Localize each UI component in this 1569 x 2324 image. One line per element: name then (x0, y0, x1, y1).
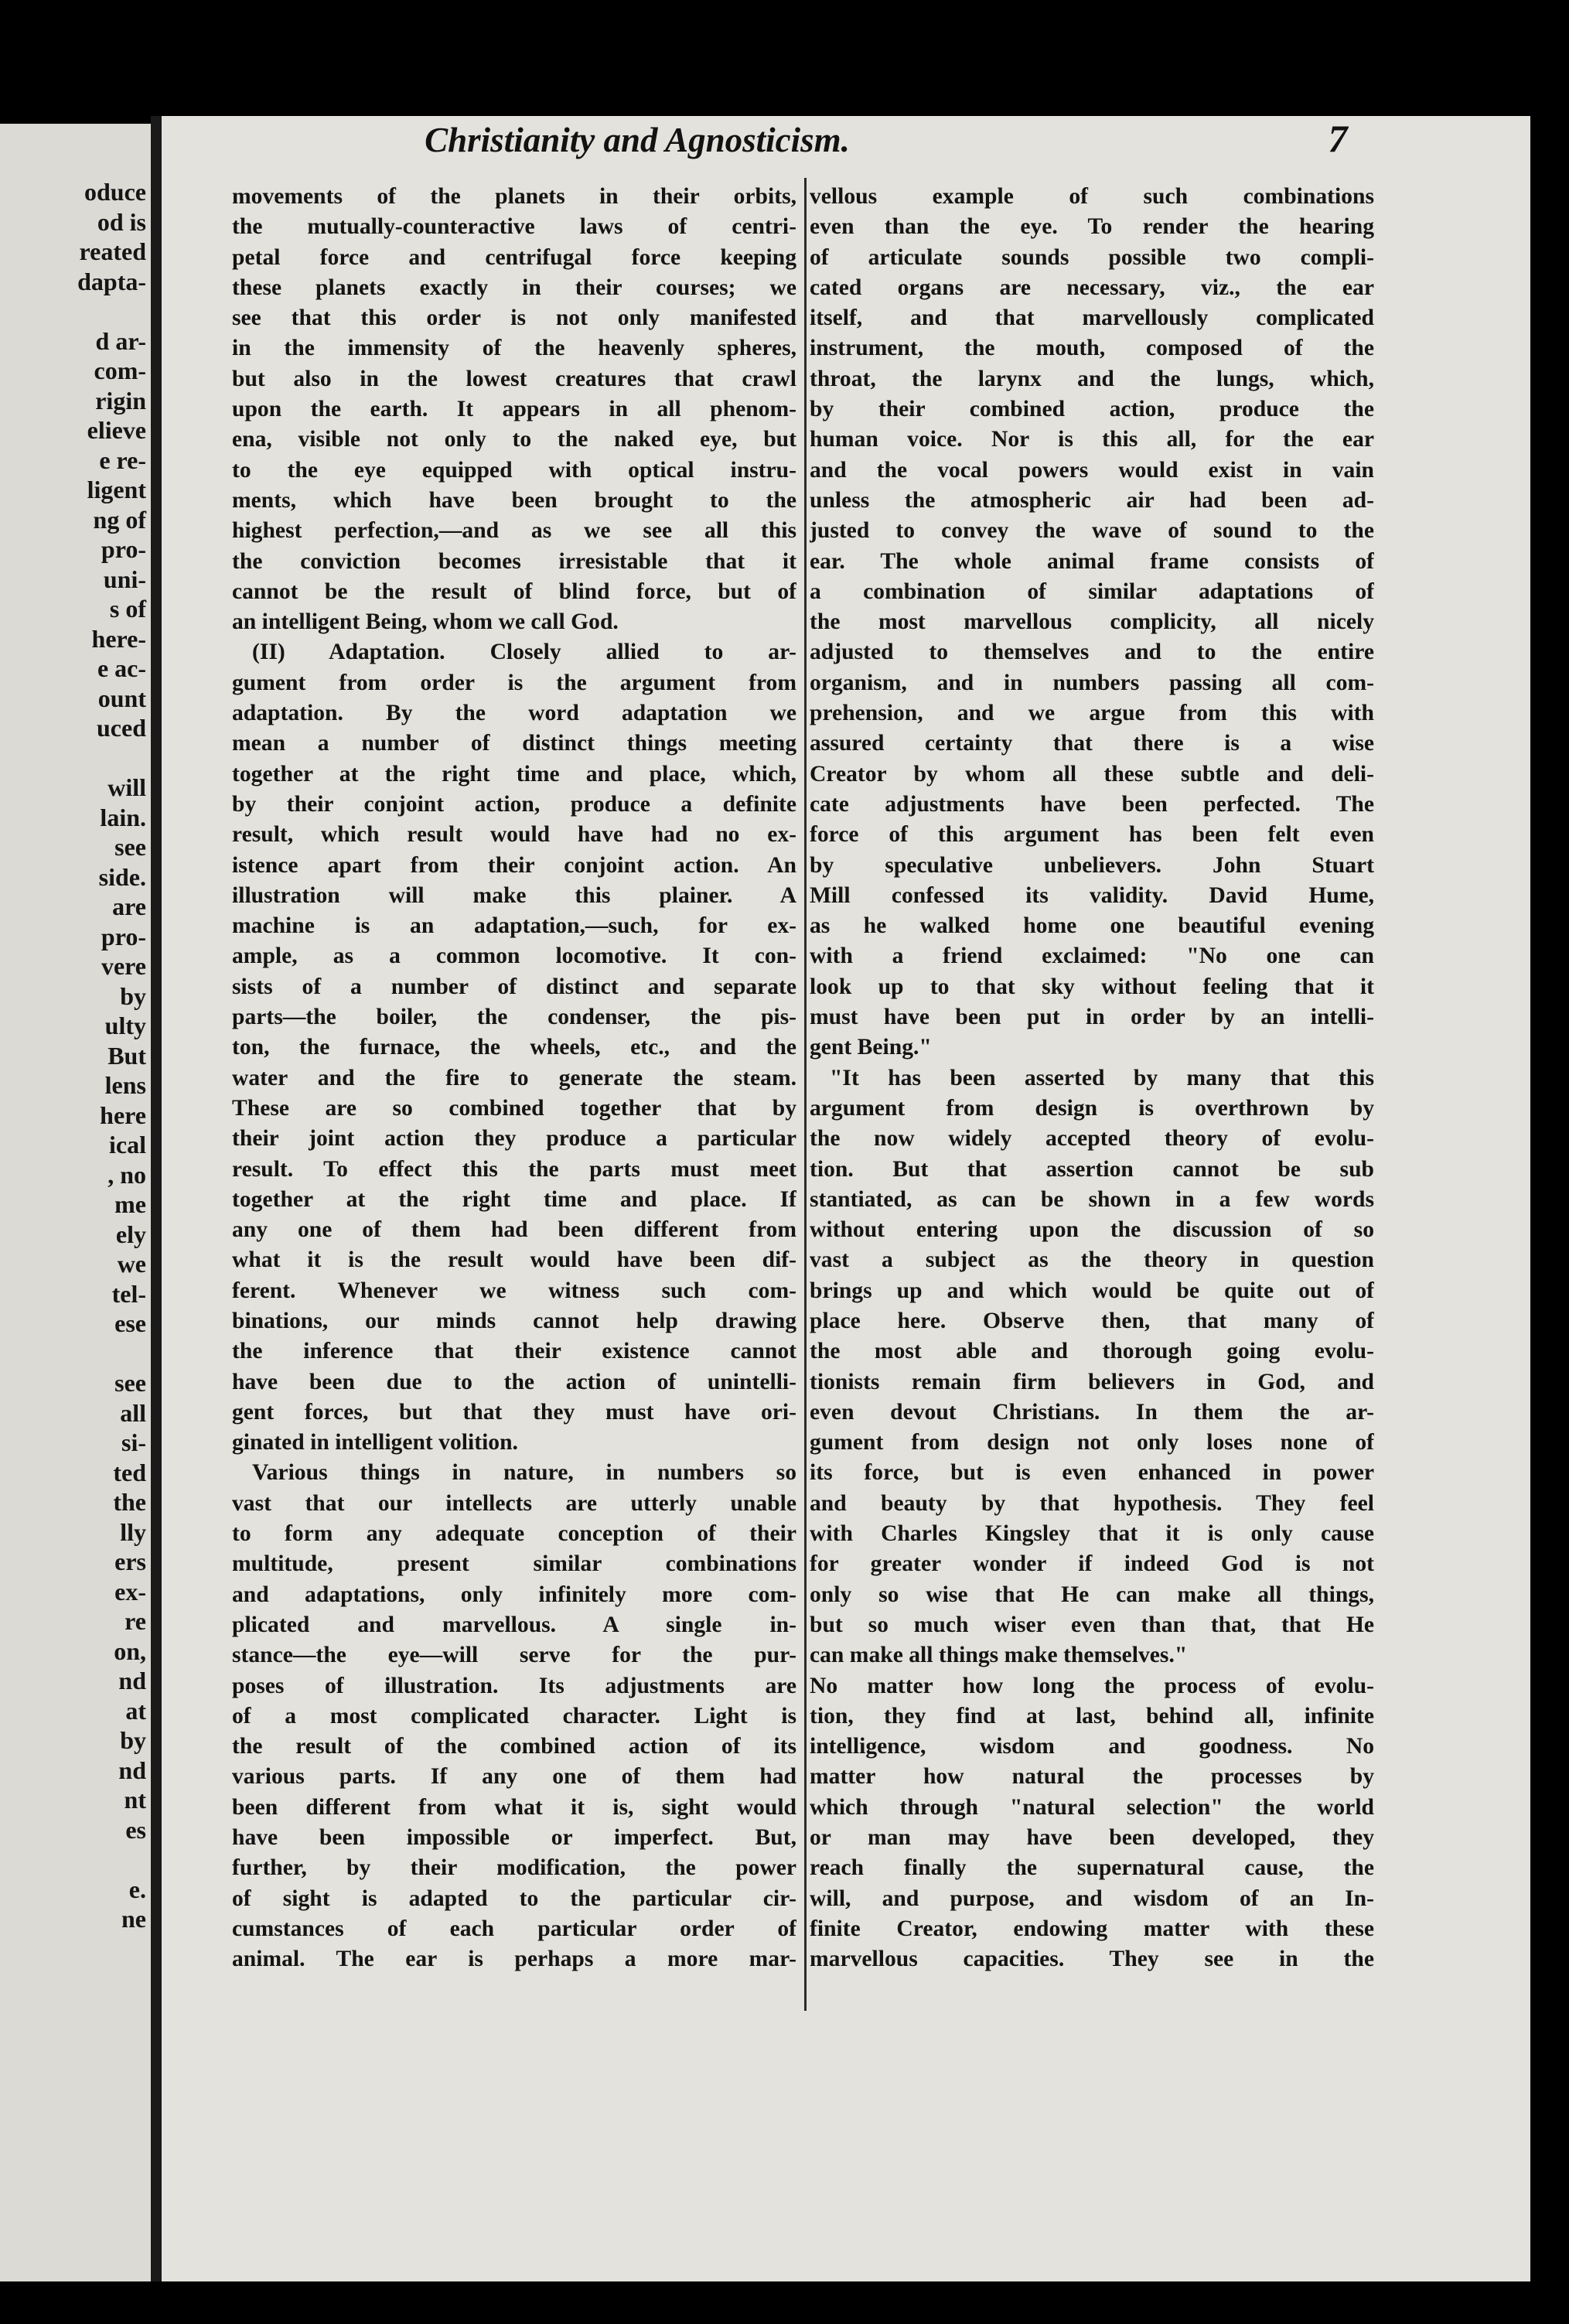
fragment-line: e. (128, 1875, 146, 1903)
text-line: and adaptations, only infinitely more com- (232, 1582, 796, 1607)
fragment-line: ount (97, 684, 146, 712)
fragment-line: pro- (101, 922, 146, 950)
text-line: multitude, present similar combinations (232, 1551, 796, 1577)
text-line: water and the fire to generate the steam. (232, 1065, 796, 1090)
text-line: by their conjoint action, produce a definite (232, 791, 796, 817)
text-line: stance—the eye—will serve for the pur- (232, 1643, 796, 1668)
text-line: itself, and that marvellously complicated (810, 305, 1374, 331)
text-line: as he walked home one beautiful evening (810, 913, 1374, 939)
text-line: look up to that sky without feeling that it (810, 974, 1374, 999)
text-line: instrument, the mouth, composed of the (810, 336, 1374, 361)
text-line: have been due to the action of unintelli- (232, 1369, 796, 1394)
text-line: the most able and thorough going evolu- (810, 1339, 1374, 1364)
fragment-line: d ar- (95, 326, 146, 355)
text-line: the inference that their existence cannot (232, 1339, 796, 1364)
text-line: to form any adequate conception of their (232, 1521, 796, 1547)
text-line: gument from order is the argument from (232, 670, 796, 695)
text-column-right (810, 182, 1374, 2007)
fragment-line: lain. (100, 803, 146, 831)
text-line: various parts. If any one of them had (232, 1764, 796, 1790)
text-line: brings up and which would be quite out of (810, 1278, 1374, 1303)
text-line: vellous example of such combinations (810, 184, 1374, 209)
text-line: unless the atmospheric air had been ad- (810, 487, 1374, 513)
text-line: which through "natural selection" the world (810, 1794, 1374, 1820)
text-line: vast that our intellects are utterly unable (232, 1490, 796, 1516)
fragment-line: e re- (99, 445, 146, 474)
fragment-line: ted (113, 1458, 146, 1486)
running-title: Christianity and Agnosticism. (425, 121, 850, 159)
text-line: tionists remain firm believers in God, and (810, 1369, 1374, 1394)
fragment-line: e ac- (97, 654, 146, 682)
text-line: parts—the boiler, the condenser, the pis- (232, 1005, 796, 1030)
text-line: istence apart from their conjoint action. An (232, 852, 796, 878)
text-line: with a friend exclaimed: "No one can (810, 944, 1374, 969)
text-line: further, by their modification, the power (232, 1855, 796, 1881)
text-line: upon the earth. It appears in all phenom- (232, 397, 796, 422)
fragment-line: But (107, 1041, 146, 1070)
fragment-line: by (120, 1726, 146, 1754)
page-gutter (151, 116, 162, 2281)
text-line: in the immensity of the heavenly spheres, (232, 336, 796, 361)
text-line: result, which result would have had no ex- (232, 822, 796, 848)
text-line: have been impossible or imperfect. But, (232, 1825, 796, 1851)
text-line: and the vocal powers would exist in vain (810, 457, 1374, 483)
text-line: even than the eye. To render the hearing (810, 214, 1374, 240)
text-line: intelligence, wisdom and goodness. No (810, 1734, 1374, 1759)
text-line: by their combined action, produce the (810, 397, 1374, 422)
text-line: of sight is adapted to the particular cir- (232, 1885, 796, 1911)
text-line: but also in the lowest creatures that crawl (232, 366, 796, 391)
text-line: tion. But that assertion cannot be sub (810, 1156, 1374, 1182)
fragment-line: uced (97, 714, 146, 742)
text-line: organism, and in numbers passing all com- (810, 670, 1374, 695)
text-line: the mutually-counteractive laws of centri- (232, 214, 796, 240)
text-line: only so wise that He can make all things, (810, 1582, 1374, 1607)
text-line: plicated and marvellous. A single in- (232, 1612, 796, 1637)
fragment-line: side. (98, 862, 146, 891)
text-line: can make all things make themselves." (810, 1643, 1188, 1668)
text-line: gent forces, but that they must have ori- (232, 1399, 796, 1425)
text-line: been different from what it is, sight would (232, 1794, 796, 1820)
text-line: machine is an adaptation,—such, for ex- (232, 913, 796, 939)
text-line: highest perfection,—and as we see all this (232, 518, 796, 544)
text-line: stantiated, as can be shown in a few words (810, 1186, 1374, 1212)
page-number: 7 (1328, 117, 1348, 160)
fragment-line: uni- (103, 565, 146, 593)
fragment-line: at (125, 1696, 146, 1725)
text-line: by speculative unbelievers. John Stuart (810, 852, 1374, 878)
fragment-line: dapta- (77, 267, 146, 295)
text-line: gent Being." (810, 1035, 932, 1060)
fragment-line: the (113, 1488, 146, 1516)
text-line: marvellous capacities. They see in the (810, 1947, 1374, 1972)
text-line: with Charles Kingsley that it is only cause (810, 1521, 1374, 1547)
text-line: ments, which have been brought to the (232, 487, 796, 513)
text-line: tion, they find at last, behind all, infinite (810, 1703, 1374, 1728)
text-line: poses of illustration. Its adjustments are (232, 1673, 796, 1698)
fragment-line: here (100, 1101, 146, 1129)
text-line: what it is the result would have been dif- (232, 1247, 796, 1273)
column-divider (804, 178, 807, 2011)
text-line: its force, but is even enhanced in power (810, 1460, 1374, 1486)
text-line: binations, our minds cannot help drawing (232, 1308, 796, 1333)
fragment-line: , no (107, 1160, 146, 1189)
fragment-line: by (120, 981, 146, 1010)
text-line: and beauty by that hypothesis. They feel (810, 1490, 1374, 1516)
text-line: or man may have been developed, they (810, 1825, 1374, 1851)
text-line: ginated in intelligent volition. (232, 1430, 518, 1455)
text-line: of a most complicated character. Light is (232, 1703, 796, 1728)
fragment-line: ng of (93, 505, 146, 534)
fragment-line: s of (109, 595, 146, 623)
text-line: for greater wonder if indeed God is not (810, 1551, 1374, 1577)
text-line: illustration will make this plainer. A (232, 882, 796, 908)
text-line: an intelligent Being, whom we call God. (232, 609, 619, 635)
facing-page-fragment (0, 124, 151, 2281)
text-line: argument from design is overthrown by (810, 1095, 1374, 1121)
fragment-line: pro- (101, 535, 146, 563)
text-line: result. To effect this the parts must meet (232, 1156, 796, 1182)
fragment-line: vere (101, 952, 146, 980)
text-line: to the eye equipped with optical instru- (232, 457, 796, 483)
fragment-line: ical (109, 1131, 146, 1159)
text-line: (II) Adaptation. Closely allied to ar- (252, 640, 796, 665)
text-line: These are so combined together that by (232, 1095, 796, 1121)
text-line: mean a number of distinct things meeting (232, 731, 796, 756)
text-line: No matter how long the process of evolu- (810, 1673, 1374, 1698)
text-line: ferent. Whenever we witness such com- (232, 1278, 796, 1303)
fragment-line: nd (118, 1756, 146, 1784)
text-line: throat, the larynx and the lungs, which, (810, 366, 1374, 391)
fragment-line: rigin (95, 386, 146, 415)
text-line: their joint action they produce a particular (232, 1126, 796, 1152)
text-line: force of this argument has been felt even (810, 822, 1374, 848)
text-line: Mill confessed its validity. David Hume, (810, 882, 1374, 908)
text-line: ton, the furnace, the wheels, etc., and the (232, 1035, 796, 1060)
text-column-left (232, 182, 796, 2007)
fragment-line: ulty (104, 1012, 146, 1039)
text-line: finite Creator, endowing matter with these (810, 1916, 1374, 1941)
fragment-line: oduce (84, 178, 146, 206)
text-line: see that this order is not only manifested (232, 305, 796, 331)
text-line: animal. The ear is perhaps a more mar- (232, 1947, 796, 1972)
fragment-line: we (117, 1250, 146, 1278)
fragment-line: ligent (87, 476, 146, 503)
fragment-line: ely (115, 1220, 146, 1248)
text-line: prehension, and we argue from this with (810, 701, 1374, 726)
text-line: "It has been asserted by many that this (830, 1065, 1374, 1090)
text-line: adaptation. By the word adaptation we (232, 701, 796, 726)
text-line: will, and purpose, and wisdom of an In- (810, 1885, 1374, 1911)
text-line: ear. The whole animal frame consists of (810, 548, 1374, 574)
fragment-line: nt (124, 1786, 146, 1814)
fragment-line: are (112, 892, 146, 920)
text-line: cannot be the result of blind force, but of (232, 578, 796, 604)
fragment-line: all (120, 1398, 146, 1427)
fragment-line: od is (97, 207, 146, 236)
text-line: together at the right time and place, which, (232, 761, 796, 787)
fragment-line: re (124, 1607, 146, 1635)
text-line: Various things in nature, in numbers so (252, 1460, 796, 1486)
text-line: justed to convey the wave of sound to the (810, 518, 1374, 544)
text-line: the most marvellous complicity, all nicely (810, 609, 1374, 635)
text-line: gument from design not only loses none of (810, 1430, 1374, 1455)
text-line: must have been put in order by an intelli- (810, 1005, 1374, 1030)
fragment-line: ese (114, 1309, 146, 1337)
fragment-line: will (107, 773, 146, 801)
text-line: matter how natural the processes by (810, 1764, 1374, 1790)
fragment-line: me (114, 1190, 146, 1218)
text-line: without entering upon the discussion of so (810, 1217, 1374, 1243)
text-line: ena, visible not only to the naked eye, but (232, 427, 796, 452)
text-line: cated organs are necessary, viz., the ear (810, 275, 1374, 300)
text-line: movements of the planets in their orbits, (232, 184, 796, 209)
fragment-line: lly (120, 1517, 146, 1546)
fragment-line: reated (79, 237, 146, 265)
fragment-line: here- (91, 624, 146, 653)
text-line: sists of a number of distinct and separate (232, 974, 796, 999)
text-line: reach finally the supernatural cause, the (810, 1855, 1374, 1881)
text-line: a combination of similar adaptations of (810, 578, 1374, 604)
fragment-line: si- (121, 1428, 146, 1456)
text-line: ample, as a common locomotive. It con- (232, 944, 796, 969)
text-line: Creator by whom all these subtle and deli- (810, 761, 1374, 787)
fragment-line: com- (94, 357, 146, 384)
text-line: even devout Christians. In them the ar- (810, 1399, 1374, 1425)
text-line: vast a subject as the theory in question (810, 1247, 1374, 1273)
text-line: cate adjustments have been perfected. The (810, 791, 1374, 817)
text-line: the result of the combined action of its (232, 1734, 796, 1759)
fragment-line: see (114, 833, 146, 861)
text-line: place here. Observe then, that many of (810, 1308, 1374, 1333)
text-line: of articulate sounds possible two compli- (810, 244, 1374, 270)
fragment-line: es (125, 1815, 146, 1844)
text-line: but so much wiser even than that, that He (810, 1612, 1374, 1637)
text-line: any one of them had been different from (232, 1217, 796, 1243)
text-line: these planets exactly in their courses; we (232, 275, 796, 300)
fragment-line: elieve (87, 416, 146, 444)
text-line: adjusted to themselves and to the entire (810, 640, 1374, 665)
text-line: together at the right time and place. If (232, 1186, 796, 1212)
fragment-line: ne (121, 1905, 146, 1933)
fragment-line: on, (114, 1636, 146, 1665)
fragment-line: ers (114, 1548, 146, 1575)
fragment-line: nd (118, 1667, 146, 1694)
text-line: human voice. Nor is this all, for the ear (810, 427, 1374, 452)
fragment-line: tel- (111, 1279, 146, 1308)
text-line: petal force and centrifugal force keeping (232, 244, 796, 270)
text-line: assured certainty that there is a wise (810, 731, 1374, 756)
fragment-line: ex- (114, 1577, 146, 1606)
text-line: the now widely accepted theory of evolu- (810, 1126, 1374, 1152)
fragment-line: lens (104, 1071, 146, 1099)
fragment-line: see (114, 1369, 146, 1397)
text-line: the conviction becomes irresistable that it (232, 548, 796, 574)
text-line: cumstances of each particular order of (232, 1916, 796, 1941)
